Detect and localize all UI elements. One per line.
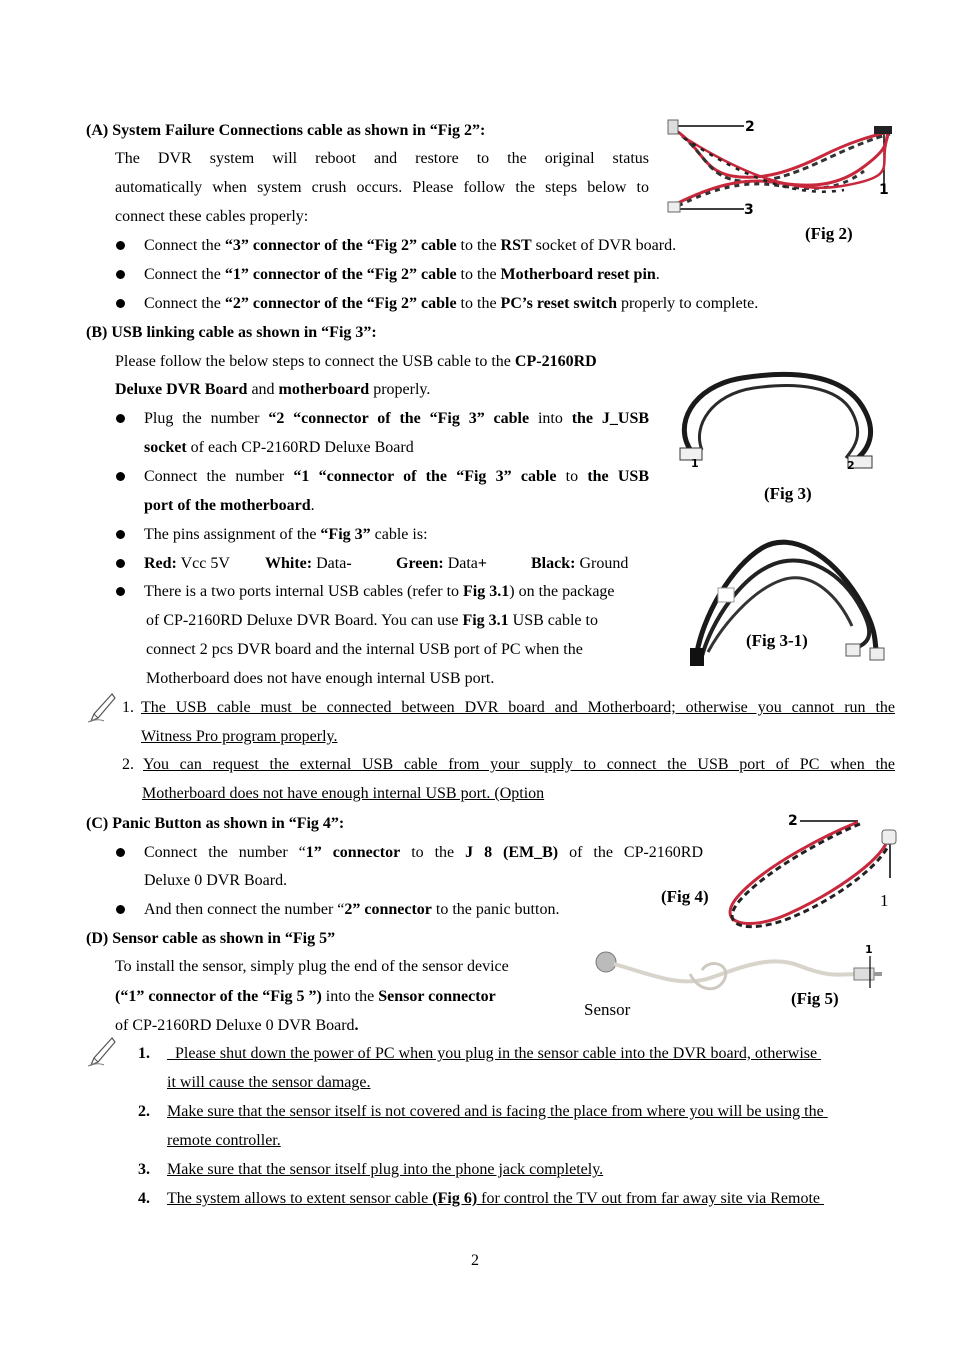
section-d-line3: of CP-2160RD Deluxe 0 DVR Board. bbox=[115, 1017, 359, 1034]
bullet-dot bbox=[116, 587, 125, 596]
note-pen-icon bbox=[86, 1036, 116, 1068]
section-d-line2: (“1” connector of the “Fig 5 ”) into the Sensor connector bbox=[115, 988, 496, 1005]
bullet-dot bbox=[116, 414, 125, 423]
note-d-number-2: 2. bbox=[138, 1103, 150, 1120]
section-b-heading: (B) USB linking cable as shown in “Fig 3”: bbox=[86, 324, 377, 341]
section-c-heading: (C) Panic Button as shown in “Fig 4”: bbox=[86, 815, 345, 832]
bullet-dot bbox=[116, 299, 125, 308]
section-a-bullet-1: Connect the “3” connector of the “Fig 2” cable to the RST socket of DVR board. bbox=[144, 237, 677, 254]
fig-5-caption: (Fig 5) bbox=[791, 989, 839, 1008]
bullet-dot bbox=[116, 530, 125, 539]
fig-5-label-1: 1 bbox=[865, 943, 873, 956]
section-a-heading: (A) System Failure Connections cable as shown in “Fig 2”: bbox=[86, 122, 486, 139]
bullet-dot bbox=[116, 905, 125, 914]
section-c-bullet-1-line2: Deluxe 0 DVR Board. bbox=[144, 872, 288, 889]
section-c-bullet-1-line1: Connect the number “1” connector to the J 8 (EM_B) of the CP-2160RD bbox=[144, 844, 704, 861]
section-b-intro-line1: Please follow the below steps to connect the USB cable to the CP-2160RD bbox=[115, 353, 597, 370]
fig-2-cable-image bbox=[662, 116, 896, 220]
bullet-dot bbox=[116, 848, 125, 857]
section-b-bullet-5-line1: There is a two ports internal USB cables (refer to Fig 3.1) on the package bbox=[144, 583, 615, 600]
section-b-bullet-5-line2: of CP-2160RD Deluxe DVR Board. You can use Fig 3.1 USB cable to bbox=[146, 612, 598, 629]
note-b-number-2: 2. bbox=[122, 756, 134, 773]
fig-4-label-2: 2 bbox=[788, 813, 798, 829]
section-c-bullet-2: And then connect the number “2” connector to the panic button. bbox=[144, 901, 560, 918]
section-a-bullet-3: Connect the “2” connector of the “Fig 2” cable to the PC’s reset switch properly to complete. bbox=[144, 295, 759, 312]
bullet-dot bbox=[116, 472, 125, 481]
fig-3-label-1: 1 bbox=[691, 457, 699, 470]
section-b-bullet-1-line2: socket of each CP-2160RD Deluxe Board bbox=[144, 439, 414, 456]
note-d-2-line1: Make sure that the sensor itself is not covered and is facing the place from where you will be using the bbox=[167, 1103, 828, 1120]
fig-4-label-1: 1 bbox=[880, 891, 889, 910]
fig-5-sensor-cable-image bbox=[590, 944, 886, 1000]
note-d-number-4: 4. bbox=[138, 1190, 150, 1207]
pin-red: Red: Vcc 5V bbox=[144, 555, 230, 572]
bullet-dot bbox=[116, 270, 125, 279]
section-b-bullet-5-line3: connect 2 pcs DVR board and the internal USB port of PC when the bbox=[146, 641, 583, 658]
note-d-3-line1: Make sure that the sensor itself plug into the phone jack completely. bbox=[167, 1161, 604, 1178]
fig-2-label-1: 1 bbox=[879, 182, 889, 198]
pin-white: White: Data- bbox=[265, 555, 352, 572]
note-b-number-1: 1. bbox=[122, 699, 134, 716]
section-d-line1: To install the sensor, simply plug the end of the sensor device bbox=[115, 958, 509, 975]
note-d-4-line1: The system allows to extent sensor cable (Fig 6) for control the TV out from far away site via Remote bbox=[167, 1190, 825, 1207]
fig-2-label-2: 2 bbox=[745, 119, 755, 135]
bullet-dot bbox=[116, 241, 125, 250]
bullet-dot bbox=[116, 559, 125, 568]
section-a-bullet-2: Connect the “1” connector of the “Fig 2” cable to the Motherboard reset pin. bbox=[144, 266, 660, 283]
page-number: 2 bbox=[471, 1252, 479, 1269]
note-d-1-line2: it will cause the sensor damage. bbox=[167, 1074, 371, 1091]
section-d-heading: (D) Sensor cable as shown in “Fig 5” bbox=[86, 930, 336, 947]
section-b-bullet-2-line2: port of the motherboard. bbox=[144, 497, 315, 514]
note-d-2-line2: remote controller. bbox=[167, 1132, 281, 1149]
note-d-number-1: 1. bbox=[138, 1045, 150, 1062]
note-b-1-line1: The USB cable must be connected between DVR board and Motherboard; otherwise you cannot run the bbox=[141, 699, 895, 716]
note-pen-icon bbox=[86, 692, 116, 724]
fig-3-1-caption: (Fig 3-1) bbox=[746, 631, 808, 650]
fig-3-caption: (Fig 3) bbox=[764, 484, 812, 503]
note-d-1-line1: Please shut down the power of PC when you plug in the sensor cable into the DVR board, otherwise bbox=[167, 1045, 822, 1062]
fig-2-caption: (Fig 2) bbox=[805, 224, 853, 243]
pin-black: Black: Ground bbox=[531, 555, 629, 572]
note-b-1-line2: Witness Pro program properly. bbox=[141, 728, 338, 745]
note-b-2-line2: Motherboard does not have enough internal USB port. (Option bbox=[142, 785, 545, 802]
section-b-bullet-5-line4: Motherboard does not have enough internal USB port. bbox=[146, 670, 495, 687]
section-b-bullet-3: The pins assignment of the “Fig 3” cable is: bbox=[144, 526, 428, 543]
section-a-para-line3: connect these cables properly: bbox=[115, 208, 309, 225]
fig-2-label-3: 3 bbox=[744, 202, 754, 218]
section-b-intro-line2: Deluxe DVR Board and motherboard properly. bbox=[115, 381, 431, 398]
pin-green: Green: Data+ bbox=[396, 555, 488, 572]
fig-4-panic-button-cable-image bbox=[728, 814, 900, 936]
fig-5-sensor-label: Sensor bbox=[584, 1000, 631, 1019]
note-b-2-line1: You can request the external USB cable from your supply to connect the USB port of PC when the bbox=[143, 756, 895, 773]
note-d-number-3: 3. bbox=[138, 1161, 150, 1178]
fig-4-caption: (Fig 4) bbox=[661, 887, 709, 906]
section-b-bullet-2-line1: Connect the number “1 “connector of the “Fig 3” cable to the USB bbox=[144, 468, 649, 485]
section-a-para-line1: The DVR system will reboot and restore to the original status bbox=[115, 150, 649, 167]
section-a-para-line2: automatically when system crush occurs. Please follow the steps below to bbox=[115, 179, 649, 196]
section-b-bullet-1-line1: Plug the number “2 “connector of the “Fig 3” cable into the J_USB bbox=[144, 410, 650, 427]
fig-3-label-2: 2 bbox=[847, 459, 855, 472]
